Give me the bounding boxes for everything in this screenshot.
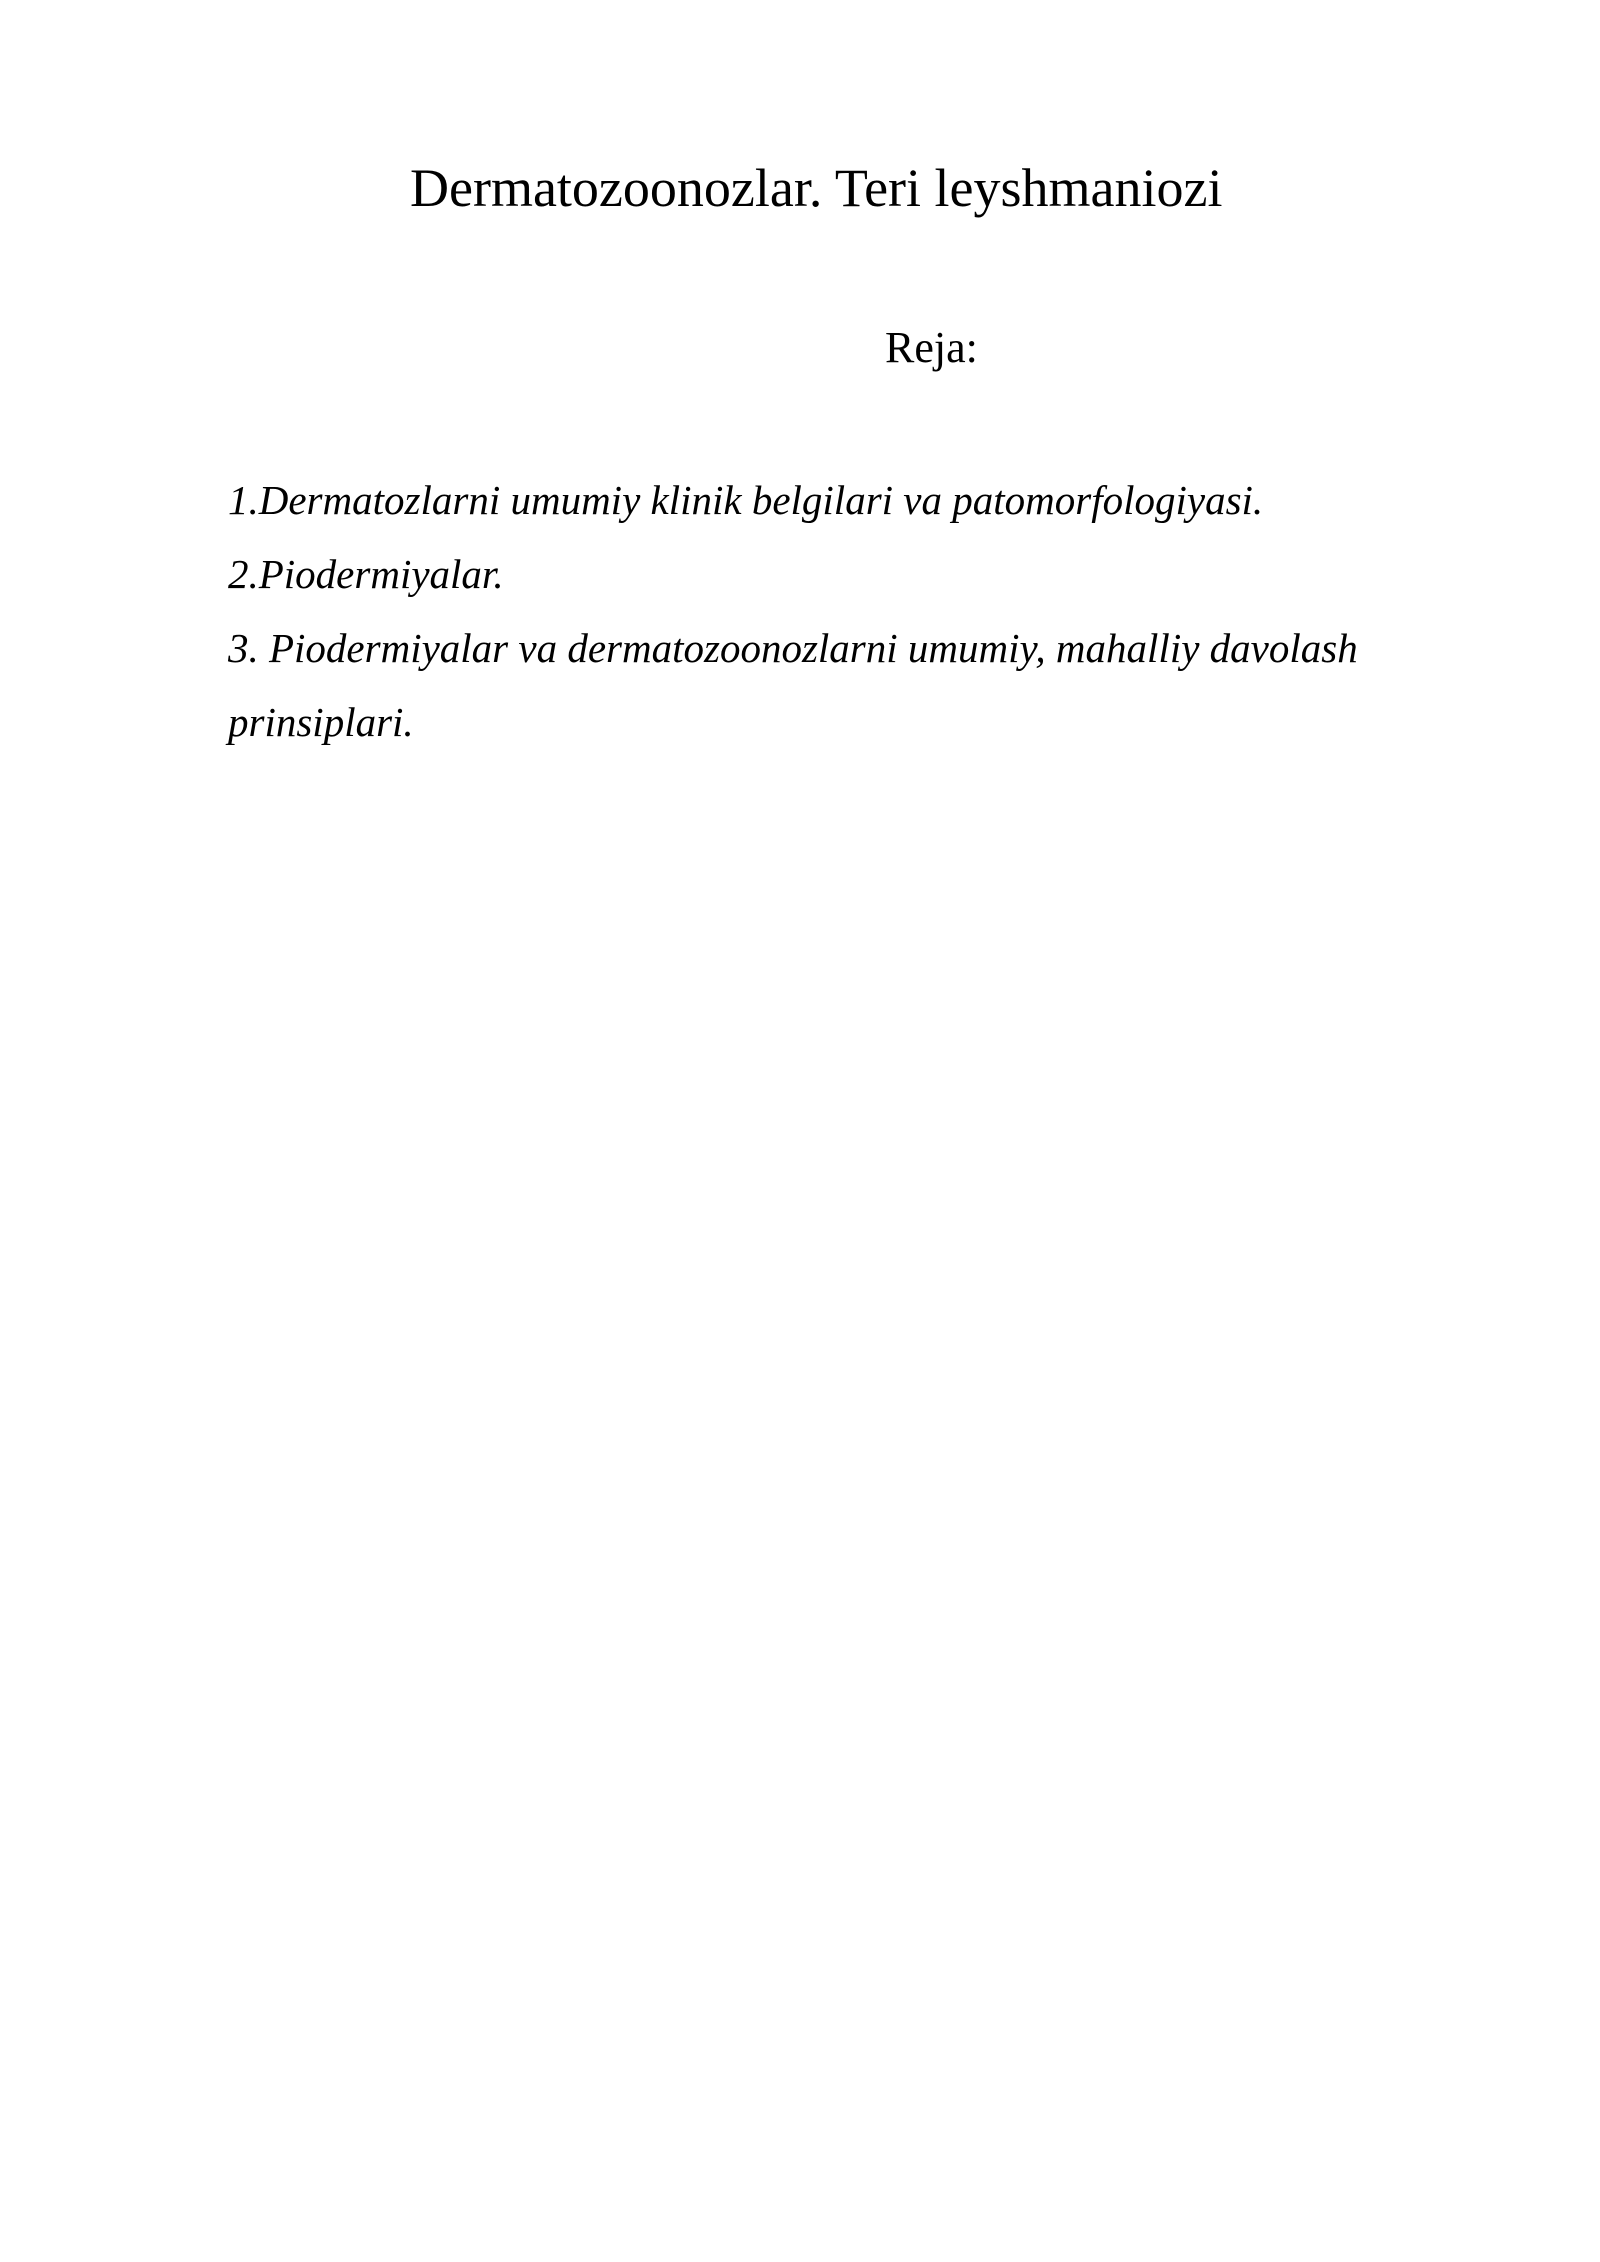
plan-item-1: 1.Dermatozlarni umumiy klinik belgilari va patomorfologiyasi.	[228, 477, 1264, 523]
plan-item-2: 2.Piodermiyalar.	[228, 551, 504, 597]
plan-list	[228, 463, 1458, 759]
plan-heading: Reja:	[885, 323, 978, 372]
document-title: Dermatozoonozlar. Teri leyshmaniozi	[410, 158, 1223, 218]
plan-item-3: 3. Piodermiyalar va dermatozoonozlarni umumiy, mahalliy davolash prinsiplari.	[228, 625, 1358, 745]
